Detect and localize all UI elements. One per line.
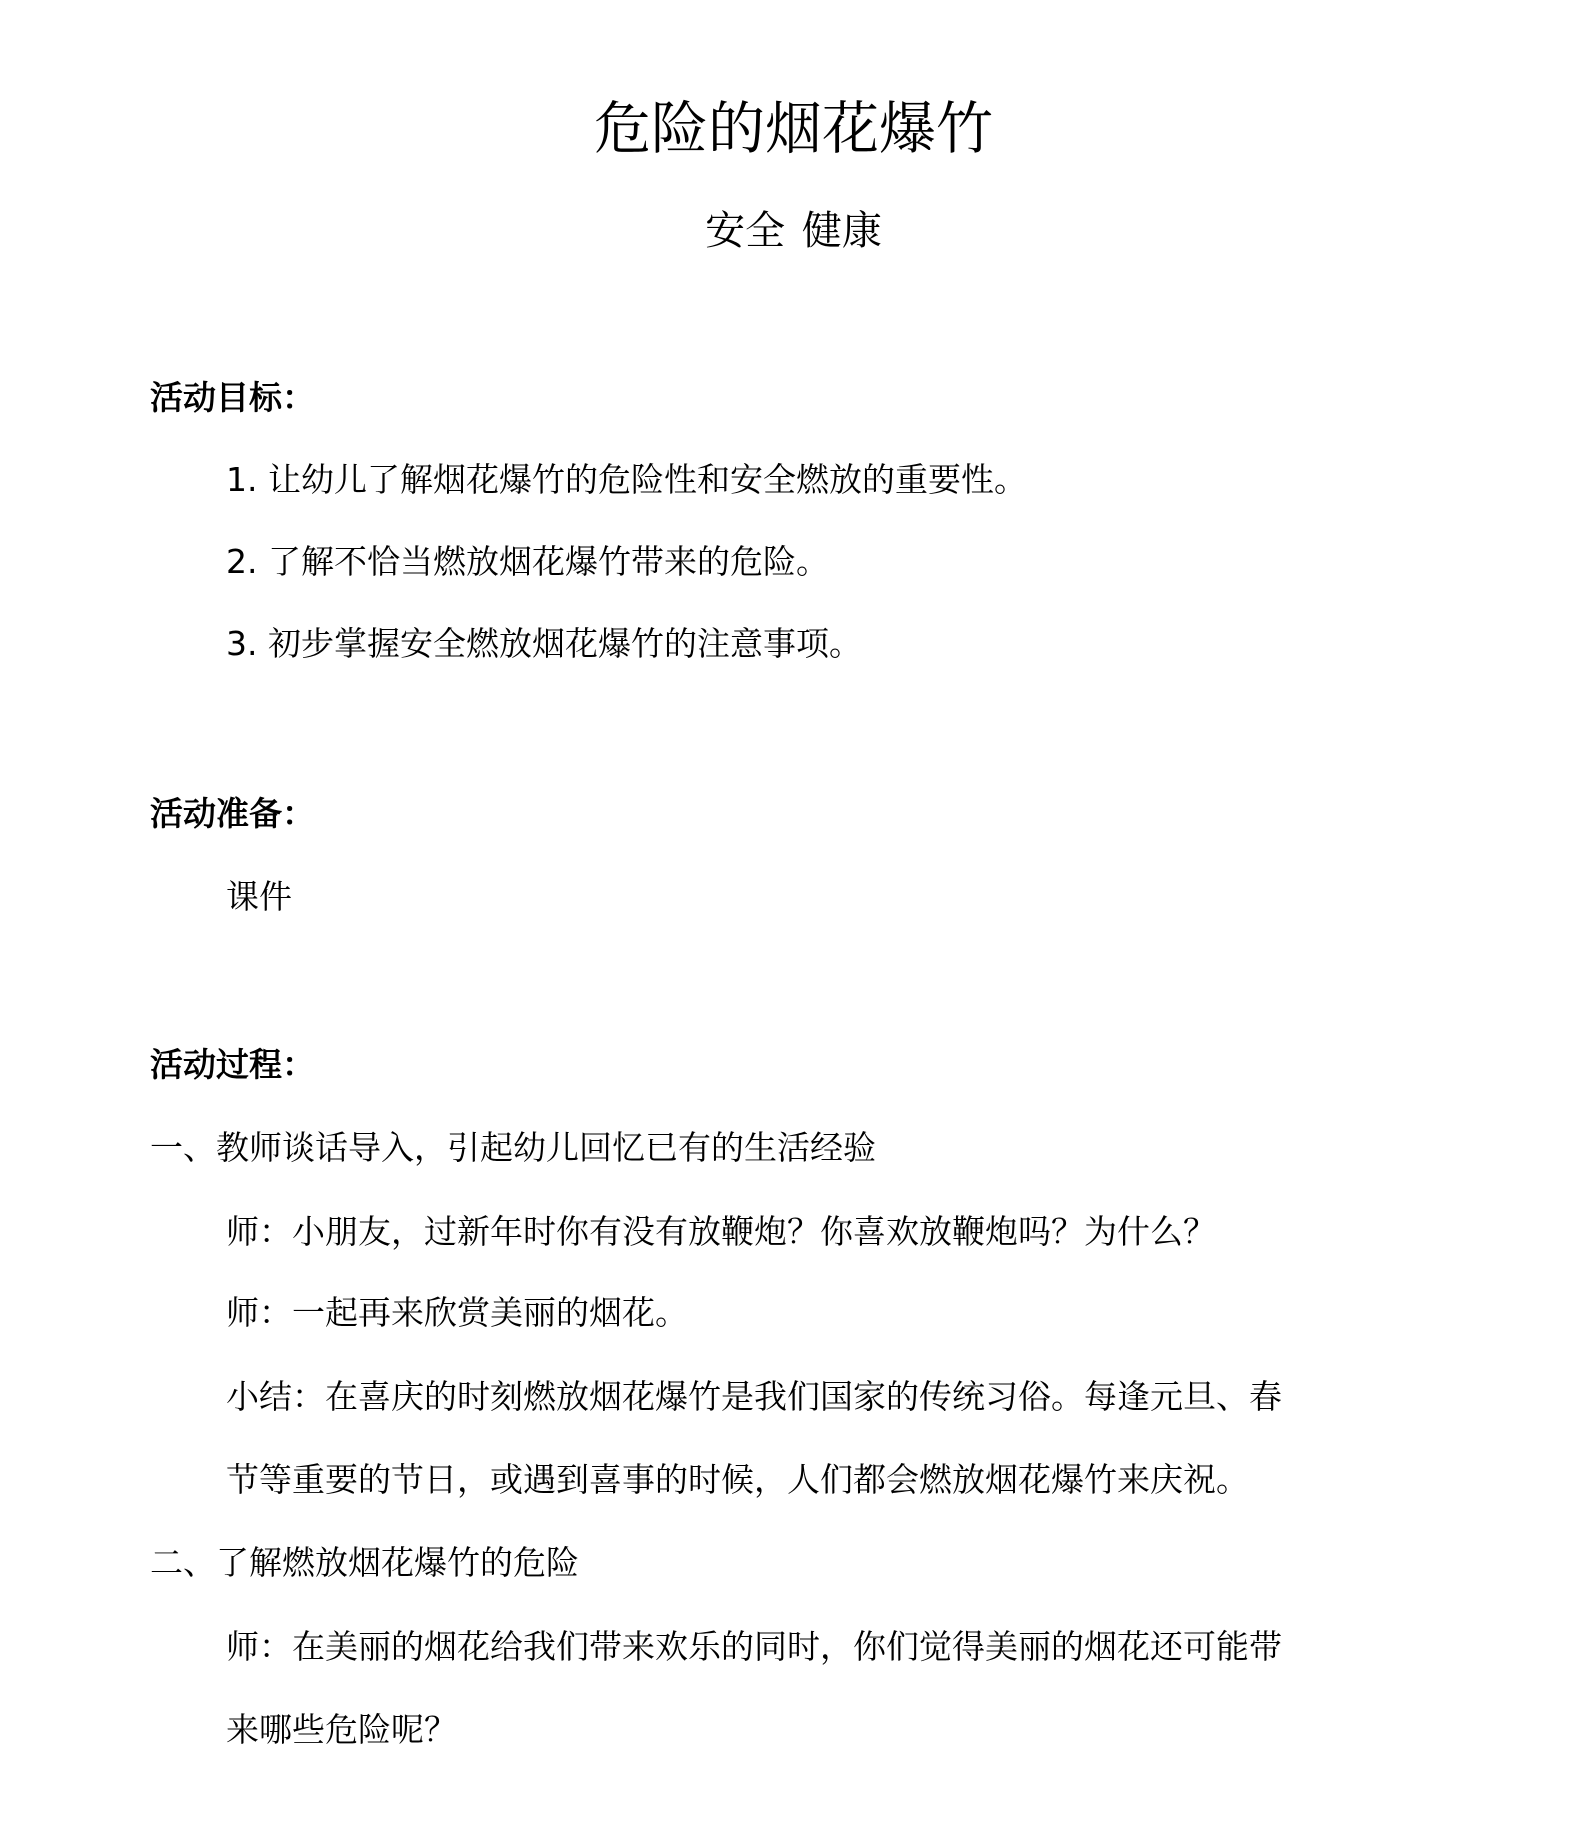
process-step-1-summary-cont: 节等重要的节日，或遇到喜事的时候，人们都会燃放烟花爆竹来庆祝。 <box>226 1460 1249 1499</box>
section-heading-process: 活动过程： <box>150 1045 315 1084</box>
section-heading-preparation: 活动准备： <box>150 794 315 833</box>
process-step-2-line: 师：在美丽的烟花给我们带来欢乐的同时，你们觉得美丽的烟花还可能带 <box>226 1627 1282 1666</box>
process-step-1-line: 师：一起再来欣赏美丽的烟花。 <box>226 1293 688 1332</box>
document-title: 危险的烟花爆竹 <box>594 96 993 162</box>
document-subtitle: 安全 健康 <box>705 208 882 254</box>
goal-item-3: 3. 初步掌握安全燃放烟花爆竹的注意事项。 <box>226 624 862 663</box>
process-step-1-line: 师：小朋友，过新年时你有没有放鞭炮？你喜欢放鞭炮吗？为什么？ <box>226 1212 1216 1251</box>
preparation-content: 课件 <box>226 877 292 916</box>
process-step-1-summary: 小结：在喜庆的时刻燃放烟花爆竹是我们国家的传统习俗。每逢元旦、春 <box>226 1377 1282 1416</box>
goal-item-1: 1. 让幼儿了解烟花爆竹的危险性和安全燃放的重要性。 <box>226 460 1027 499</box>
process-step-2-title: 二、了解燃放烟花爆竹的危险 <box>150 1543 579 1582</box>
section-heading-goals: 活动目标： <box>150 378 315 417</box>
process-step-2-line-cont: 来哪些危险呢？ <box>226 1710 457 1749</box>
goal-item-2: 2. 了解不恰当燃放烟花爆竹带来的危险。 <box>226 542 829 581</box>
process-step-1-title: 一、教师谈话导入，引起幼儿回忆已有的生活经验 <box>150 1128 876 1167</box>
